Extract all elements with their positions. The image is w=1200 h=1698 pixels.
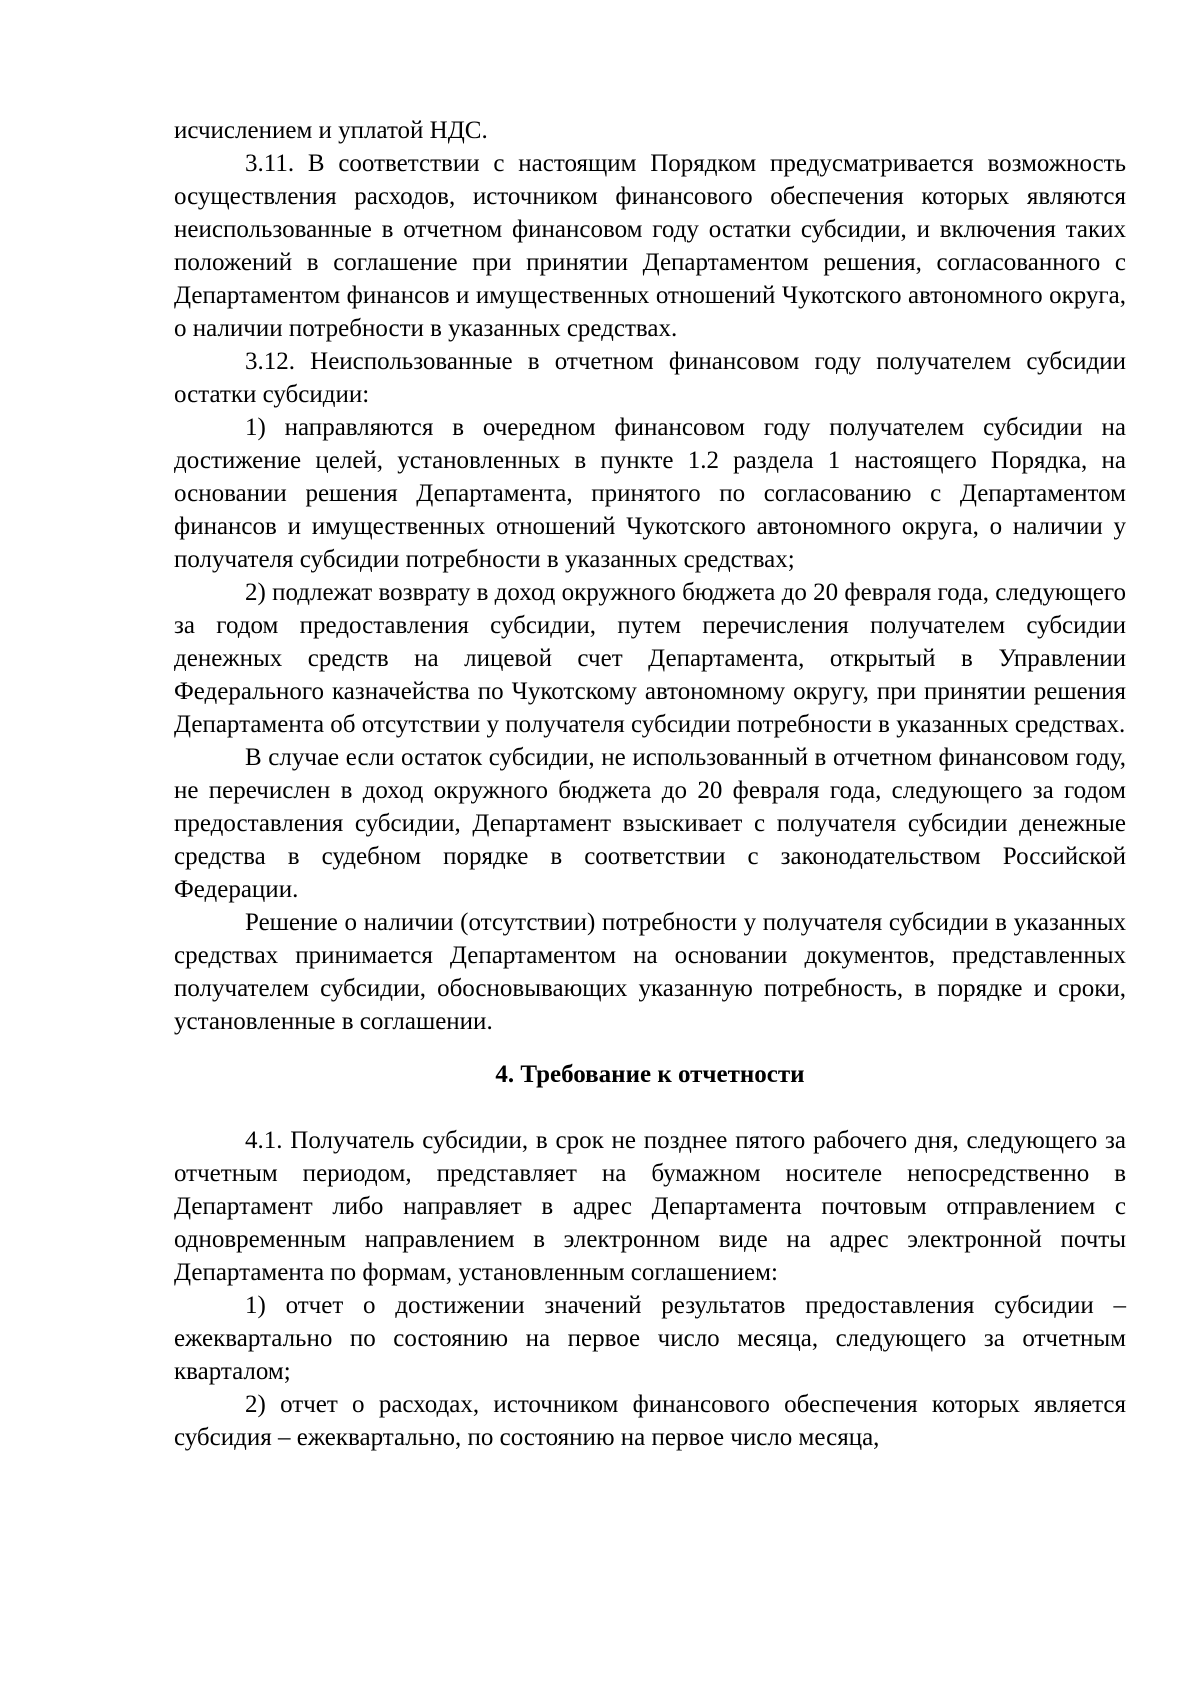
section-heading-block: [174, 1038, 1126, 1124]
paragraph-decision: Решение о наличии (отсутствии) потребности у получателя субсидии в указанных средствах принимается Департаментом на основании документов, представленных получателем субсидии, обосновывающих указанную потребность, в порядке и сроки, установленные в соглашении.: [174, 909, 1126, 1035]
paragraph-3-11: 3.11. В соответствии с настоящим Порядком предусматривается возможность осуществления расходов, источником финансового обеспечения которых являются неиспользованные в отчетном финансовом году остатки субсидии, и включения таких положений в соглашение при принятии Департаментом решения, согласованного с Департаментом финансов и имущественных отношений Чукотского автономного округа, о наличии потребности в указанных средствах.: [174, 150, 1126, 342]
paragraph-4-1-item-2: 2) отчет о расходах, источником финансового обеспечения которых является субсидия – ежеквартально, по состоянию на первое число месяца,: [174, 1391, 1126, 1451]
paragraph-3-12: 3.12. Неиспользованные в отчетном финансовом году получателем субсидии остатки субсидии:: [174, 348, 1126, 408]
paragraph-4-1: 4.1. Получатель субсидии, в срок не позднее пятого рабочего дня, следующего за отчетным периодом, представляет на бумажном носителе непосредственно в Департамент либо направляет в адрес Департамента почтовым отправлением с одновременным направлением в электронном виде на адрес электронной почты Департамента по формам, установленным соглашением:: [174, 1127, 1126, 1286]
section-heading: 4. Требование к отчетности: [495, 1061, 805, 1088]
document-body: [174, 114, 1126, 1454]
paragraph-3-12-item-1: 1) направляются в очередном финансовом году получателем субсидии на достижение целей, установленных в пункте 1.2 раздела 1 настоящего Порядка, на основании решения Департамента, принятого по согласованию с Департаментом финансов и имущественных отношений Чукотского автономного округа, о наличии у получателя субсидии потребности в указанных средствах;: [174, 414, 1126, 573]
paragraph-continuation: исчислением и уплатой НДС.: [174, 117, 488, 144]
paragraph-3-12-item-2: 2) подлежат возврату в доход окружного бюджета до 20 февраля года, следующего за годом предоставления субсидии, путем перечисления получателем субсидии денежных средств на лицевой счет Департамента, открытый в Управлении Федерального казначейства по Чукотскому автономному округу, при принятии решения Департамента об отсутствии у получателя субсидии потребности в указанных средствах.: [174, 579, 1126, 738]
paragraph-4-1-item-1: 1) отчет о достижении значений результатов предоставления субсидии – ежеквартально по состоянию на первое число месяца, следующего за отчетным кварталом;: [174, 1292, 1126, 1385]
paragraph-recovery: В случае если остаток субсидии, не использованный в отчетном финансовом году, не перечислен в доход окружного бюджета до 20 февраля года, следующего за годом предоставления субсидии, Департамент взыскивает с получателя субсидии денежные средства в судебном порядке в соответствии с законодательством Российской Федерации.: [174, 744, 1126, 903]
